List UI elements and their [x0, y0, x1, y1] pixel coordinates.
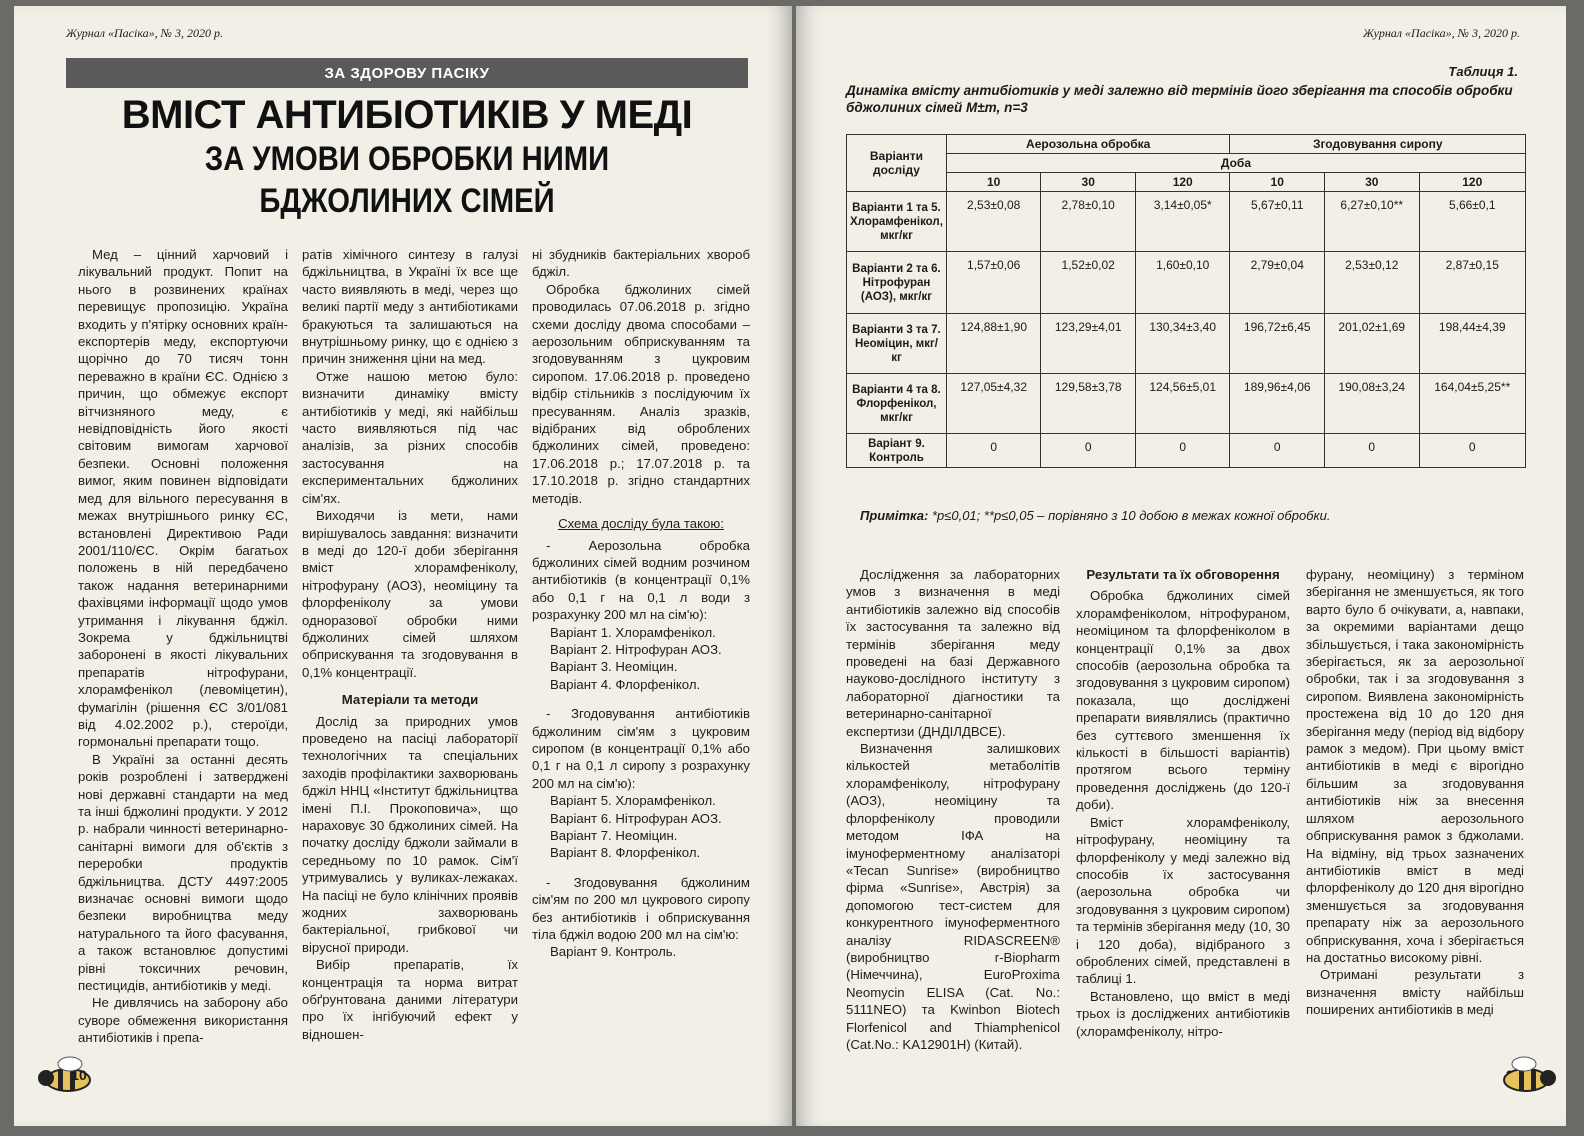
paragraph: Вибір препаратів, їх концентрація та норма витрат обґрунтована даними літератури про їх інгібуючий ефект у відношен-	[302, 957, 518, 1042]
variant: Варіант 3. Неоміцин.	[550, 659, 678, 675]
paragraph: Отже нашою метою було: визначити динаміку вмісту антибіотиків у меді, які найбільш часто виявляються під час аналізів, за різних способів застосування на експериментальних бджолиних сім'ях.	[302, 368, 518, 506]
variant: Варіант 8. Флорфенікол.	[550, 845, 701, 861]
running-head: Журнал «Пасіка», № 3, 2020 р.	[1363, 26, 1520, 40]
results-table	[846, 134, 1526, 468]
table-cell: 164,04±5,25**	[1419, 374, 1526, 434]
title-line-1: ВМІСТ АНТИБІОТИКІВ У МЕДІ	[121, 93, 693, 137]
column-3	[532, 246, 750, 961]
running-head: Журнал «Пасіка», № 3, 2020 р.	[66, 26, 223, 40]
paragraph: В Україні за останні десять років розроблені і затверджені нові державні стандарти на мед та інші бджолині продукти. У 2012 р. набрали чинності ветеринарно-санітарні вимоги для об'єктів з переробки продуктів бджільництва. ДСТУ 4497:2005 визначає основні вимоги щодо безпеки виробництва меду натурального та його фасування, а також встановлює допустимі рівні токсичних речовин, пестицидів, антибіотиків у меді.	[78, 751, 288, 994]
table-cell: 2,53±0,08	[946, 192, 1041, 252]
scheme-item: - Згодовування антибіотиків бджолиним сім'ям з цукровим сиропом (в концентрації 0,1% або 0,1 г на 0,1 л сиропу з розрахунку 200 мл на сім'ю):	[532, 706, 750, 791]
table-header-syrup: Згодовування сиропу	[1230, 135, 1526, 154]
table-label: Таблиця 1.	[1448, 64, 1518, 79]
row-label: Варіанти 1 та 5. Хлорамфенікол, мкг/кг	[847, 192, 947, 252]
table-cell: 0	[946, 434, 1041, 468]
title-line-3: БДЖОЛИНИХ СІМЕЙ	[259, 182, 555, 220]
row-label: Варіанти 4 та 8. Флорфенікол, мкг/кг	[847, 374, 947, 434]
variant: Варіант 7. Неоміцин.	[550, 828, 678, 843]
paragraph: Не дивлячись на заборону або суворе обмеження використання антибіотиків і препа-	[78, 995, 288, 1046]
table-cell: 1,57±0,06	[946, 252, 1041, 314]
table-cell: 196,72±6,45	[1230, 314, 1325, 374]
column-1	[846, 566, 1060, 1053]
table-cell: 2,78±0,10	[1041, 192, 1136, 252]
table-cell: 0	[1135, 434, 1230, 468]
table-cell: 130,34±3,40	[1135, 314, 1230, 374]
column-2	[302, 246, 518, 1043]
table-header-day-value: 30	[1324, 173, 1419, 192]
table-row	[847, 252, 1526, 314]
note-text: *р≤0,01; **р≤0,05 – порівняно з 10 добою в межах кожної обробки.	[928, 508, 1331, 523]
variant: Варіант 4. Флорфенікол.	[550, 676, 701, 692]
table-cell: 190,08±3,24	[1324, 374, 1419, 434]
table-cell: 0	[1419, 434, 1526, 468]
row-label: Варіанти 3 та 7. Неоміцин, мкг/кг	[847, 314, 947, 374]
left-page	[14, 6, 792, 1126]
table-row	[847, 374, 1526, 434]
row-label: Варіанти 2 та 6. Нітрофуран (АОЗ), мкг/кг	[847, 252, 947, 314]
paragraph: фурану, неоміцину) з терміном зберігання не зменшується, як того варто було б очікувати, а, навпаки, за окремими варіантами дещо збільшується, і така закономірність зберігається, як за аерозольної обробки, так і за згодовування з сиропом. Виявлена закономірність простежена від 10 до 120 дня зберігання меду (період від відбору рамок з медом). При цьому вміст антибіотиків в меді є вірогідно більшим за згодовування антибіотиків ніж за внесення шляхом аерозольного обприскування рамок з бджолами. На відміну, від трьох зазначених антибіотиків вміст в меді флорфеніколу до 120 дня вірогідно зменшується за згодовування препарату ніж за аерозольного обприскування, хоча і зберігається на достатньо високому рівні.	[1306, 567, 1524, 965]
table-cell: 0	[1230, 434, 1325, 468]
table-cell: 123,29±4,01	[1041, 314, 1136, 374]
table-header-day-value: 120	[1419, 173, 1526, 192]
paragraph: Встановлено, що вміст в меді трьох із досліджених антибіотиків (хлорамфеніколу, нітро-	[1076, 988, 1290, 1039]
table-header-day: Доба	[946, 154, 1525, 173]
paragraph: Обробка бджолиних сімей проводилась 07.06.2018 р. згідно схеми досліду двома способами – аерозольним обприскуванням та згодовуванням з цукровим сиропом. 17.06.2018 р. проведено відбір стільників з послідуючим їх пресуванням. Аналіз зразків, відібраних від оброблених бджолиних сімей, проведено: 17.06.2018 р.; 17.07.2018 р. та 17.10.2018 р. згідно стандартних методів.	[532, 281, 750, 506]
column-2	[1076, 566, 1290, 1040]
scheme-item: - Аерозольна обробка бджолиних сімей водним розчином антибіотиків (в концентрації 0,1% або 0,1 г на 0,1 л води з розрахунку 200 мл на сім'ю):	[532, 537, 750, 623]
paragraph: Мед – цінний харчовий і лікувальний продукт. Попит на нього в розвинених країнах перевищує пропозицію. Україна входить у п'ятірку основних країн-експортерів меду, експортуючи щорічно до 70 тисяч тонн переважно в країни ЄС. Однією з причин, що обмежує експорт вітчизняного меду, є невідповідність його якості світовим вимогам харчової безпеки. Основні положення вимог, яким повинен відповідати мед для вільного пересування в межах внутрішнього ринку ЄС, встановлені Директивою Ради 2001/110/ЄС. Окрім багатьох положень в ній передбачено також надання ветеринарними фахівцями інформації щодо умов утримання і лікування бджіл. Зокрема у бджільництві заборонені в якості лікувальних препаратів нітрофурани, хлорамфенікол (левоміцетин), фумагілін (рішення ЄС 3/01/081 від 4.02.2002 р.), стероїди, гормональні препарати тощо.	[78, 247, 288, 750]
table-cell: 189,96±4,06	[1230, 374, 1325, 434]
table-row	[847, 314, 1526, 374]
table-cell: 6,27±0,10**	[1324, 192, 1419, 252]
table-cell: 201,02±1,69	[1324, 314, 1419, 374]
paragraph: Отримані результати з визначення вмісту найбільш поширених антибіотиків в меді	[1306, 967, 1524, 1018]
variant: Варіант 2. Нітрофуран АОЗ.	[550, 641, 722, 657]
paragraph: Виходячи із мети, нами вирішувалось завдання: визначити в меді до 120-ї доби зберігання вміст хлорамфеніколу, нітрофурану (АОЗ), неоміцину та флорфеніколу за умови одноразової обробки ними бджолиних сімей шляхом обприскування та згодовування в 0,1% концентрації.	[302, 508, 518, 680]
table-header-aerosol: Аерозольна обробка	[946, 135, 1230, 154]
table-cell: 129,58±3,78	[1041, 374, 1136, 434]
table-header-day-value: 10	[946, 173, 1041, 192]
title-line-2: ЗА УМОВИ ОБРОБКИ НИМИ	[204, 140, 610, 178]
variant: Варіант 1. Хлорамфенікол.	[550, 624, 716, 640]
paragraph: Визначення залишкових кількостей метаболітів хлорамфеніколу, нітрофурану (АОЗ), неоміцину та флорфеніколу проводили методом ІФА на імуноферментному аналізаторі «Tecan Sunrise» (виробництво фірма «Sunrise», Австрія) за допомогою тест-систем для конкурентного імуноферментного аналізу RIDASCREEN® (виробництво r-Biopharm (Німеччина), EuroProxima Neomycin ELISA (Cat. No.: 5111NEO) та Kwinbon Biotech Florfenicol and Thiamphenicol (Cat.No.: KA12901H) (Китай).	[846, 741, 1060, 1052]
table-cell: 0	[1041, 434, 1136, 468]
table-cell: 127,05±4,32	[946, 374, 1041, 434]
table-header-day-value: 30	[1041, 173, 1136, 192]
table-cell: 2,87±0,15	[1419, 252, 1526, 314]
variant: Варіант 6. Нітрофуран АОЗ.	[550, 810, 722, 826]
table-cell: 2,53±0,12	[1324, 252, 1419, 314]
table-cell: 198,44±4,39	[1419, 314, 1526, 374]
subheading: Матеріали та методи	[341, 692, 479, 708]
table-cell: 5,67±0,11	[1230, 192, 1325, 252]
right-page	[796, 6, 1566, 1126]
row-label: Варіант 9. Контроль	[847, 434, 947, 468]
table-header-day-value: 10	[1230, 173, 1325, 192]
table-cell: 2,79±0,04	[1230, 252, 1325, 314]
variant: Варіант 9. Контроль.	[550, 944, 677, 960]
table-note	[860, 508, 1530, 523]
table-header-variant: Варіанти досліду	[847, 135, 947, 192]
page-number: 10	[71, 1067, 87, 1083]
paragraph: Обробка бджолиних сімей хлорамфеніколом, нітрофураном, неоміцином та флорфеніколом в концентрації 0,1% за двох способів (аерозольна обробка та згодовування з цукровим сиропом) показала, що досліджені препарати виявлялись (практично без суттєвого зменшення їх кількості в більшості варіантів) протягом всього терміну проведення досліджень (до 120-ї доби).	[1076, 588, 1290, 813]
table-cell: 5,66±0,1	[1419, 192, 1526, 252]
section-heading: ЗА ЗДОРОВУ ПАСІКУ	[66, 58, 748, 88]
table-row	[847, 192, 1526, 252]
subheading: Результати та їх обговорення	[1086, 567, 1280, 582]
table-header-day-value: 120	[1135, 173, 1230, 192]
paragraph: Дослідження за лабораторних умов з визначення в меді антибіотиків залежно від способів їх застосування та залежно від термінів зберігання меду проведені на базі Державного науково-дослідного інституту з лабораторної діагностики та ветеринарно-санітарної експертизи (ДНДІЛДВСЕ).	[846, 567, 1060, 739]
scheme-item: - Згодовування бджолиним сім'ям по 200 мл цукрового сиропу без антибіотиків і обприскування тіла бджіл водою 200 мл на сім'ю:	[532, 874, 750, 943]
paragraph: Дослід за природних умов проведено на пасіці лабораторії технологічних та спеціальних заходів профілактики захворювань бджіл ННЦ «Інститут бджільництва імені П.І. Прокоповича», що нараховує 30 бджолиних сімей. На початку досліду бджоли займали в середньому по 10 рамок. Сім'ї утримувались у вуликах-лежаках. На пасіці не було клінічних проявів жодних захворювань бактеріальної, грибкової чи вірусної природи.	[302, 713, 518, 955]
table-cell: 1,52±0,02	[1041, 252, 1136, 314]
table-cell: 0	[1324, 434, 1419, 468]
table-cell: 124,88±1,90	[946, 314, 1041, 374]
table-cell: 3,14±0,05*	[1135, 192, 1230, 252]
paragraph: Вміст хлорамфеніколу, нітрофурану, неоміцину та флорфеніколу у меді залежно від способів їх застосування (аерозольна обробка чи згодовування з цукровим сиропом) та термінів зберігання меду (10, 30 і 120 доба), відібраного з оброблених сімей, представлені в таблиці 1.	[1076, 814, 1290, 987]
table-row	[847, 434, 1526, 468]
table-caption: Динаміка вмісту антибіотиків у меді залежно від термінів його зберігання та способів обробки бджолиних сімей M±m, n=3	[846, 83, 1513, 115]
column-3	[1306, 566, 1524, 1019]
table-cell: 1,60±0,10	[1135, 252, 1230, 314]
bee-icon	[1490, 1054, 1560, 1098]
column-1	[78, 246, 288, 1047]
article-title	[66, 92, 748, 222]
paragraph: ні збудників бактеріальних хвороб бджіл.	[532, 247, 750, 280]
note-label: Примітка:	[860, 508, 929, 523]
variant: Варіант 5. Хлорамфенікол.	[550, 793, 716, 809]
table-cell: 124,56±5,01	[1135, 374, 1230, 434]
paragraph: ратів хімічного синтезу в галузі бджільництва, в Україні їх все ще часто виявляють в меді, через що великі партії меду з антибіотиками бракуються та залишаються на внутрішньому ринку, що є однією з причин зниження ціни на мед.	[302, 247, 518, 367]
scheme-title: Схема досліду була такою:	[558, 516, 724, 532]
